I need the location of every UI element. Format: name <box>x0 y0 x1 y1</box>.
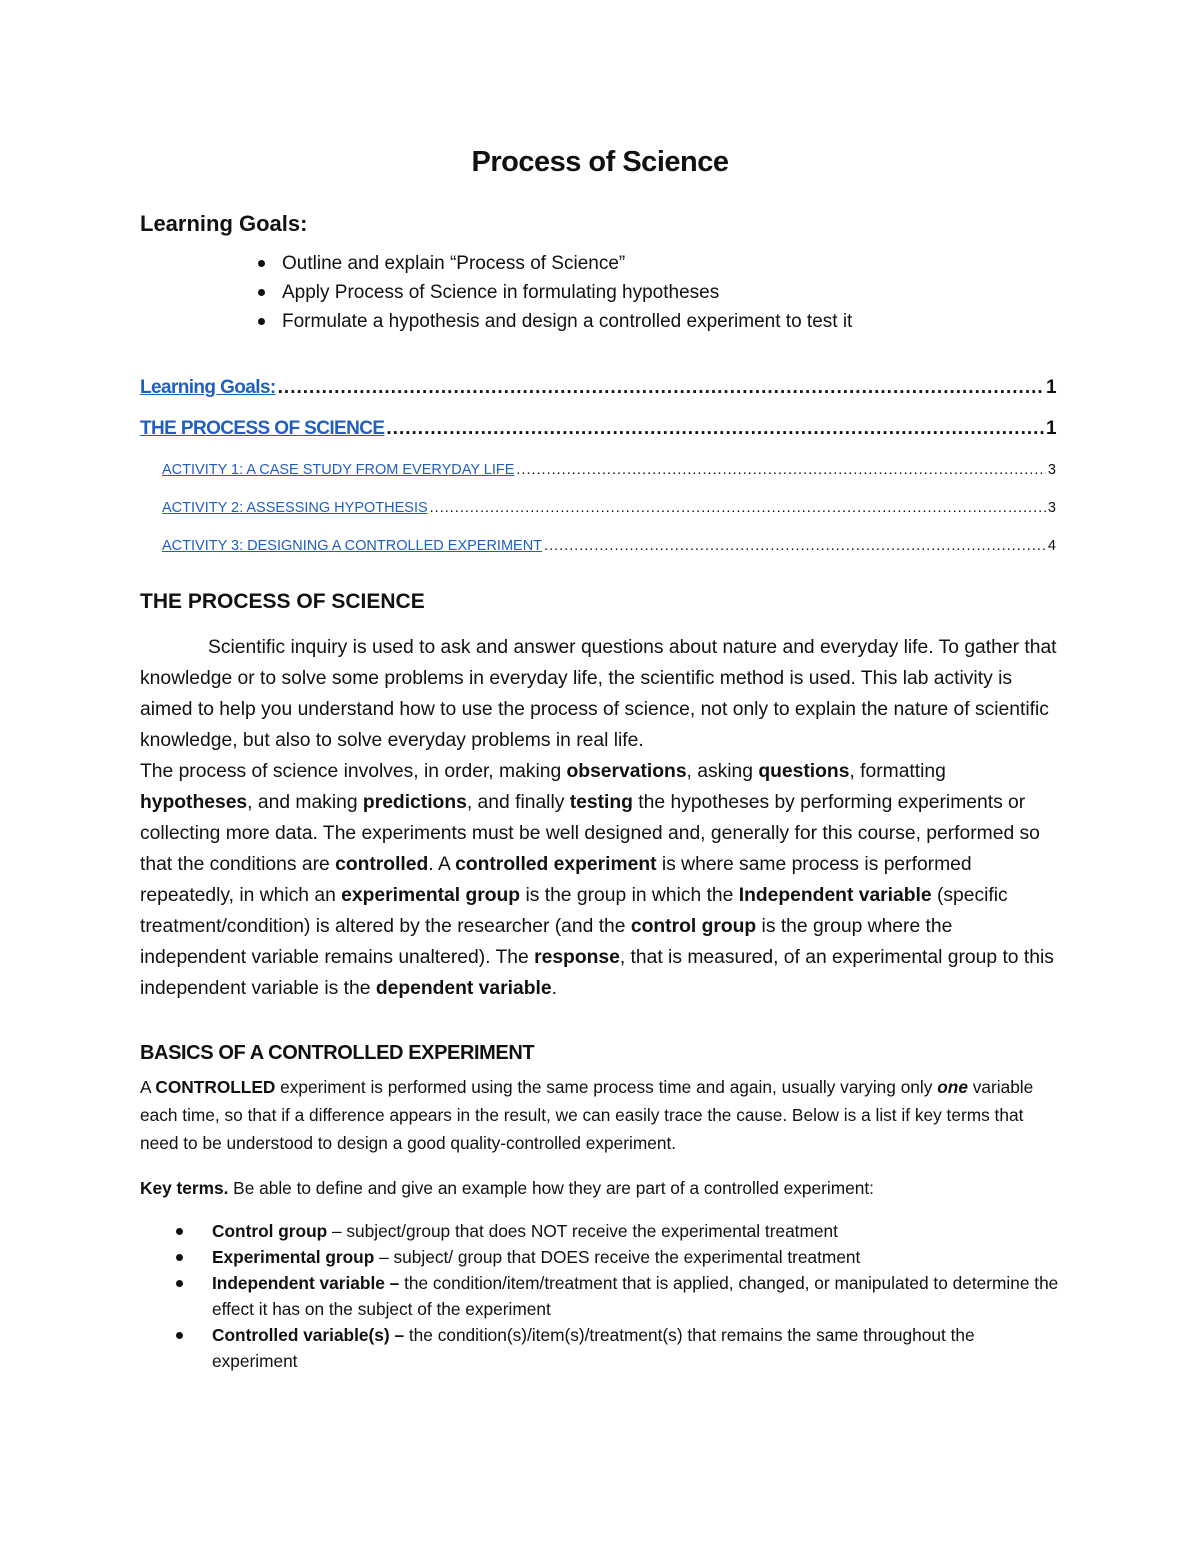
toc-entry-process-of-science <box>140 418 1056 440</box>
page-title: Process of Science <box>471 146 729 178</box>
toc-link-activity-3[interactable]: ACTIVITY 3: DESIGNING A CONTROLLED EXPERIMENT <box>162 538 543 554</box>
toc-page-number: 3 <box>1047 462 1056 478</box>
term-definition: subject/group that does NOT receive the experimental treatment <box>346 1221 838 1241</box>
key-terms-list <box>140 1218 1064 1374</box>
toc-entry-activity-2 <box>162 500 1056 516</box>
list-item <box>140 1270 1064 1322</box>
list-item: Outline and explain “Process of Science” <box>256 249 852 278</box>
bold-term: Independent variable <box>738 885 932 906</box>
basics-paragraph: A CONTROLLED experiment is performed using the same process time and again, usually varying only one variable each time, so that if a difference appears in the result, we can easily trace the cause. Below is a list if key terms that need to be understood to design a good quality-controlled experiment. <box>140 1077 1034 1153</box>
term-definition: subject/ group that DOES receive the experimental treatment <box>393 1247 861 1267</box>
term-name: Independent variable – <box>212 1273 405 1293</box>
toc-page-number: 1 <box>1046 418 1056 439</box>
term-name: Controlled variable(s) – <box>212 1325 409 1345</box>
toc-page-number: 3 <box>1047 500 1056 516</box>
bold-term: experimental group <box>341 885 521 906</box>
toc-link-process-of-science[interactable]: THE PROCESS OF SCIENCE <box>140 418 385 439</box>
list-item: Apply Process of Science in formulating hypotheses <box>256 278 852 307</box>
term-name: Control group <box>212 1221 328 1241</box>
bold-term: controlled <box>335 854 429 875</box>
toc-page-number: 1 <box>1046 377 1056 398</box>
basics-heading: BASICS OF A CONTROLLED EXPERIMENT <box>140 1042 535 1064</box>
bold-term: controlled experiment <box>455 854 657 875</box>
process-of-science-heading: THE PROCESS OF SCIENCE <box>140 590 425 613</box>
toc-link-learning-goals[interactable]: Learning Goals: <box>140 377 276 398</box>
bold-term: control group <box>630 916 757 937</box>
toc-leader <box>430 500 1046 516</box>
key-terms-label: Key terms. <box>140 1178 229 1198</box>
toc-leader <box>278 377 1044 399</box>
toc-leader <box>544 538 1046 554</box>
process-paragraph-1: Scientific inquiry is used to ask and answer questions about nature and everyday life. To gather that knowledge or to solve some problems in everyday life, the scientific method is used. This lab activity is aimed to help you understand how to use the process of science, not only to explain the nature of scientific knowledge, but also to solve everyday problems in real life. <box>140 637 1057 751</box>
bold-italic-term: one <box>937 1077 968 1097</box>
term-definition: the condition/item/treatment that is applied, changed, or manipulated to determine the effect it has on the subject of the experiment <box>212 1273 1059 1319</box>
toc-entry-activity-3 <box>162 538 1056 554</box>
term-definition: the condition(s)/item(s)/treatment(s) that remains the same throughout the experiment <box>212 1325 975 1371</box>
toc-entry-activity-1 <box>162 462 1056 478</box>
bold-term: dependent variable <box>375 978 552 999</box>
list-item: Control group – subject/group that does NOT receive the experimental treatment <box>140 1218 1064 1244</box>
toc-page-number: 4 <box>1047 538 1056 554</box>
key-terms-intro: Key terms. Be able to define and give an example how they are part of a controlled experiment: <box>140 1178 874 1198</box>
toc-leader <box>386 418 1044 440</box>
toc-entry-learning-goals <box>140 377 1056 399</box>
toc-link-activity-1[interactable]: ACTIVITY 1: A CASE STUDY FROM EVERYDAY LIFE <box>162 462 515 478</box>
process-paragraph: Scientific inquiry is used to ask and answer questions about nature and everyday life. To gather that knowledge or to solve some problems in everyday life, the scientific method is used. This lab activity is aimed to help you understand how to use the process of science, not only to explain the nature of scientific knowledge, but also to solve everyday problems in real life. The process of science involves, in order, making observations, asking questions, formatting hypotheses, and making predictions, and finally testing the hypotheses by performing experiments or collecting more data. The experiments must be well designed and, generally for this course, performed so that the conditions are controlled. A controlled experiment is where same process is performed repeatedly, in which an experimental group is the group in which the Independent variable (specific treatment/condition) is altered by the researcher (and the control group is the group where the independent variable remains unaltered). The response, that is measured, of an experimental group to this independent variable is the dependent variable. <box>140 637 1057 999</box>
bold-term: hypotheses <box>140 792 248 813</box>
bold-term: predictions <box>362 792 467 813</box>
list-item: Experimental group – subject/ group that DOES receive the experimental treatment <box>140 1244 1064 1270</box>
term-name: Experimental group <box>212 1247 375 1267</box>
learning-goals-list <box>256 249 852 336</box>
toc-link-activity-2[interactable]: ACTIVITY 2: ASSESSING HYPOTHESIS <box>162 500 428 516</box>
bold-term: observations <box>566 761 687 782</box>
learning-goals-heading: Learning Goals: <box>140 211 308 236</box>
bold-term: CONTROLLED <box>155 1077 276 1097</box>
toc-leader <box>516 462 1046 478</box>
bold-term: testing <box>569 792 633 813</box>
list-item: Formulate a hypothesis and design a controlled experiment to test it <box>256 307 852 336</box>
list-item <box>140 1322 1064 1374</box>
bold-term: response <box>534 947 620 968</box>
bold-term: questions <box>758 761 850 782</box>
